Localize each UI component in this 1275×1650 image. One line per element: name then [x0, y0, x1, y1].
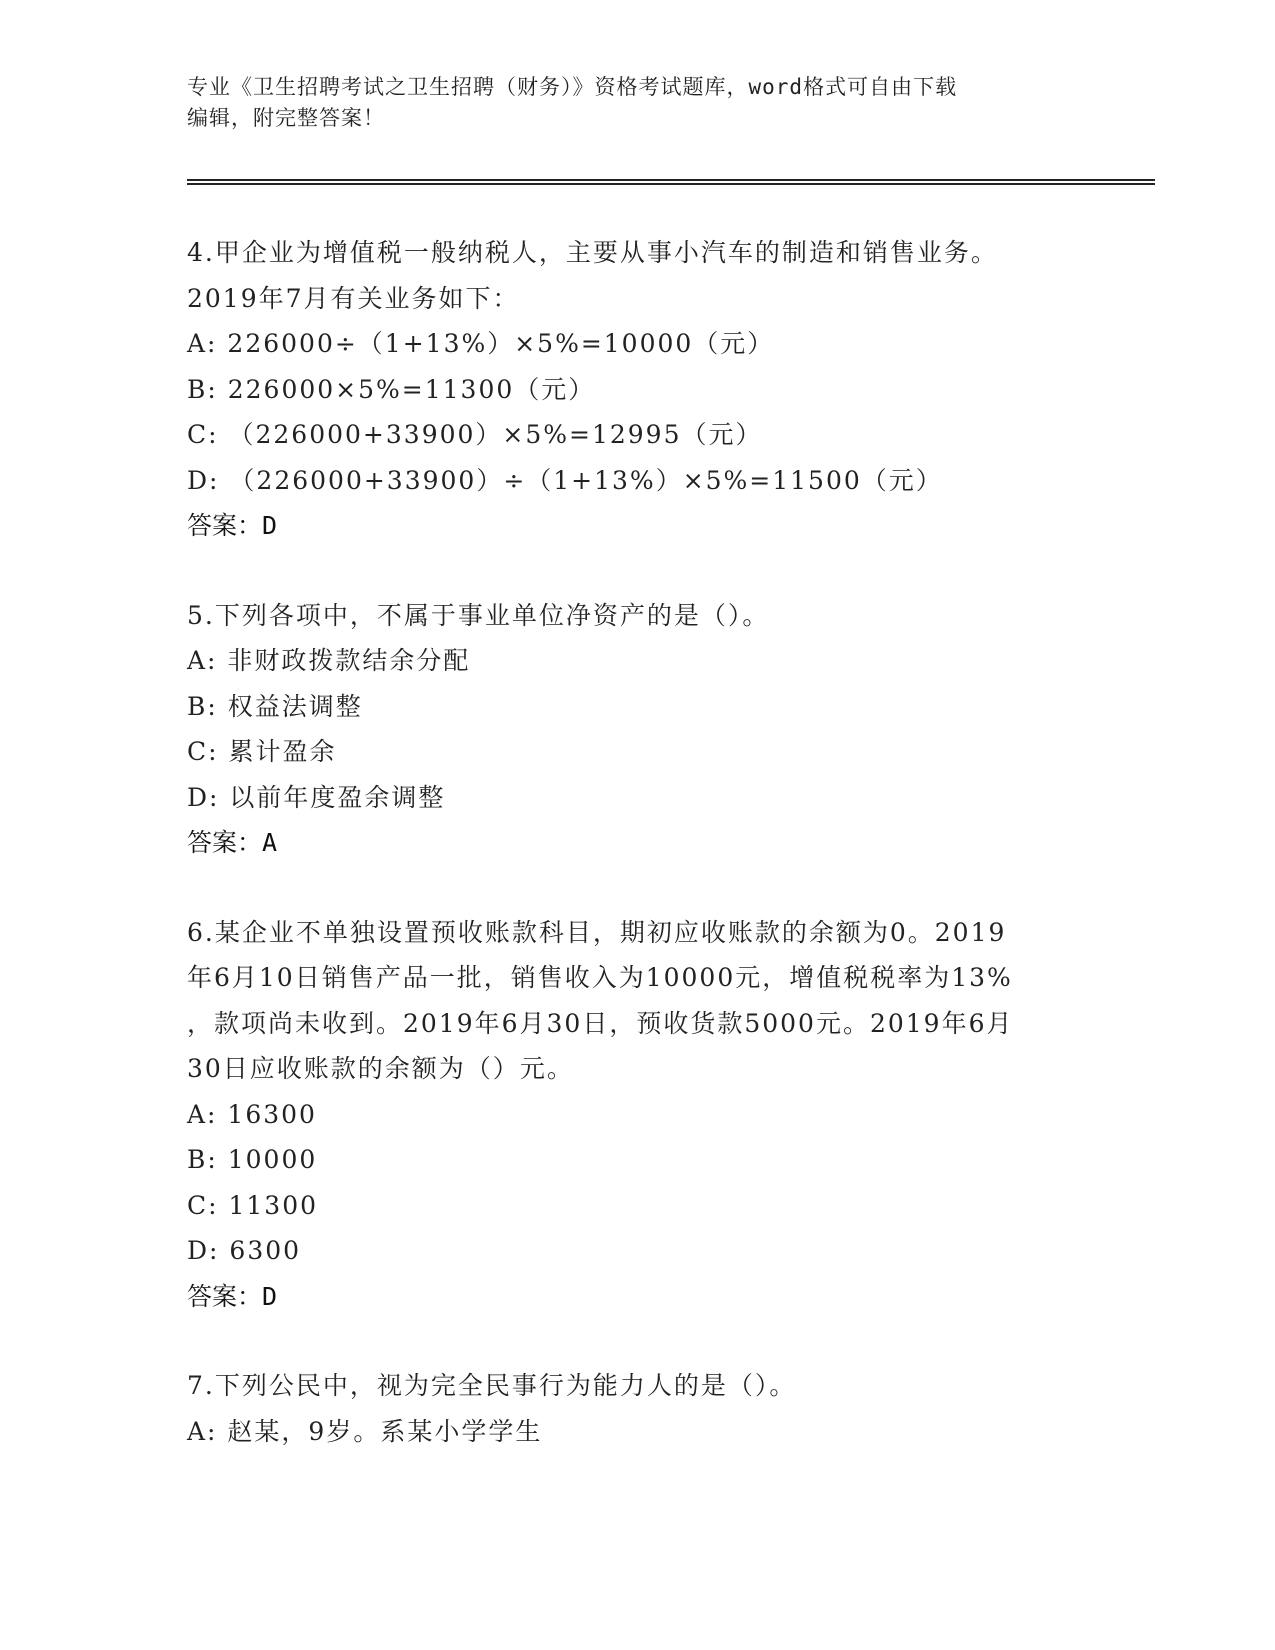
question-text: 6.某企业不单独设置预收账款科目，期初应收账款的余额为0。2019 — [187, 917, 1007, 947]
option-b: B: 226000×5%=11300（元） — [187, 374, 596, 404]
question-6 — [187, 910, 1087, 1320]
question-text: ，款项尚未收到。2019年6月30日，预收货款5000元。2019年6月 — [187, 1008, 1014, 1038]
question-text: 2019年7月有关业务如下： — [187, 283, 520, 313]
answer: 答案：D — [187, 511, 278, 540]
answer: 答案：D — [187, 1281, 278, 1311]
question-7 — [187, 1363, 1087, 1454]
option-a: A: 赵某，9岁。系某小学学生 — [187, 1416, 543, 1446]
option-a: A: 16300 — [187, 1099, 317, 1129]
question-text: 年6月10日销售产品一批，销售收入为10000元，增值税税率为13% — [187, 963, 1013, 992]
question-text: 7.下列公民中，视为完全民事行为能力人的是（）。 — [187, 1371, 797, 1400]
answer: 答案：A — [187, 828, 278, 857]
option-c: C: 11300 — [187, 1190, 319, 1220]
option-b: B: 10000 — [187, 1145, 318, 1174]
question-text: 5.下列各项中，不属于事业单位净资产的是（）。 — [187, 600, 770, 630]
question-text: 4.甲企业为增值税一般纳税人，主要从事小汽车的制造和销售业务。 — [187, 238, 998, 267]
option-d: D: 6300 — [187, 1236, 302, 1265]
question-4 — [187, 230, 1087, 549]
option-c: C: （226000+33900）×5%=12995（元） — [187, 420, 763, 449]
document-header — [187, 72, 1087, 134]
header-divider-bottom — [187, 183, 1155, 185]
header-divider-top — [187, 179, 1155, 181]
option-d: D: （226000+33900）÷（1+13%）×5%=11500（元） — [187, 465, 943, 495]
option-b: B: 权益法调整 — [187, 691, 363, 721]
question-list — [187, 230, 1087, 1498]
option-a: A: 非财政拨款结余分配 — [187, 646, 471, 675]
option-c: C: 累计盈余 — [187, 737, 337, 766]
option-d: D: 以前年度盈余调整 — [187, 782, 446, 812]
header-line-1: 专业《卫生招聘考试之卫生招聘（财务）》资格考试题库，word格式可自由下载 — [187, 75, 958, 99]
option-a: A: 226000÷（1+13%）×5%=10000（元） — [187, 329, 775, 358]
header-line-2: 编辑，附完整答案！ — [187, 106, 385, 130]
question-text: 30日应收账款的余额为（）元。 — [187, 1054, 574, 1083]
question-5 — [187, 593, 1087, 866]
